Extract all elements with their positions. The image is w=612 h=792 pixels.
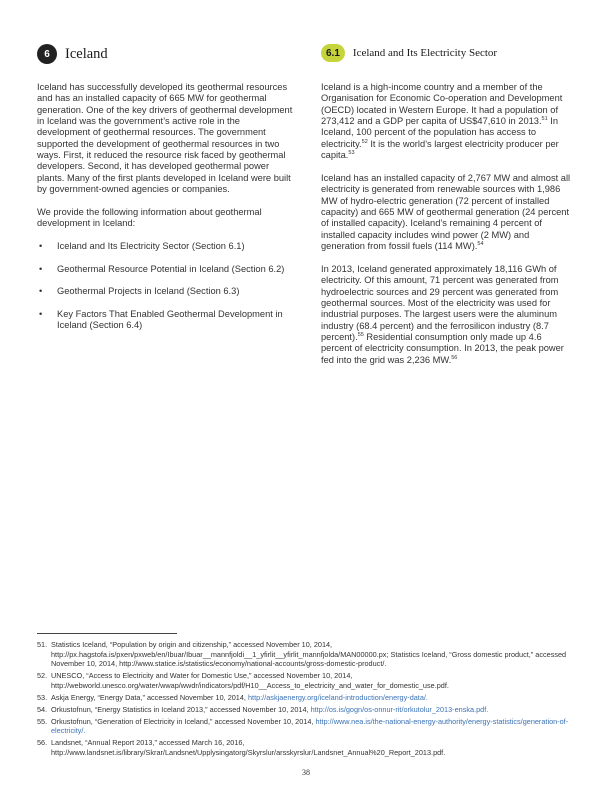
footnote-number: 56. <box>37 738 48 748</box>
text-run: Iceland has an installed capacity of 2,767 MW and almost all electricity is generated from renewable sources with 1,986 MW of hydro-electric generation (72 percent of installed capacity) and 665 MW of geothermal generation (24 percent of installed capacity). Iceland’s remaining 4 percent of installed capacity includes wind power (2 MW) and generation from fossil fuels (114 MW). <box>321 172 571 251</box>
footnote-text: UNESCO, “Access to Electricity and Water for Domestic Use,” accessed November 10, 2014, http://webworld.unesco.org/water/wwap/wwdr/indicators/pdf/H10__Access_to_electricity_and_water_for_domestic_use.pdf. <box>51 671 449 690</box>
subsection-number-badge: 6.1 <box>321 44 345 62</box>
section-bullet-list <box>37 241 295 332</box>
footnote-ref-56[interactable]: 56 <box>451 354 458 361</box>
text-run: Residential consumption only made up 4.6 percent of electricity consumption. In 2013, the peak power fed into the grid was 2,236 MW. <box>321 331 564 365</box>
footnote-ref-52[interactable]: 52 <box>361 138 368 145</box>
footnote <box>37 705 577 715</box>
subsection-heading <box>321 44 497 62</box>
right-column <box>321 82 575 377</box>
footnote-ref-54[interactable]: 54 <box>477 240 484 247</box>
text-run: In Iceland, 100 percent of the population has access to electricity. <box>321 116 559 149</box>
footnote-link[interactable]: http://os.is/gogn/os-onnur-rit/orkutolur_2013-enska.pdf. <box>310 704 489 714</box>
bullet-item: • Key Factors That Enabled Geothermal Development in Iceland (Section 6.4) <box>37 309 295 332</box>
footnote-ref-55[interactable]: 55 <box>357 331 364 338</box>
footnote-text: Statistics Iceland, “Population by origin and citizenship,” accessed November 10, 2014, http://px.hagstofa.is/pxen/pxweb/en/Ibuar/Ibuar__mannfjoldi__1_yfirlit__yfirlit_mannfjolda/MAN00000.px; Statistics Iceland, “Gross domestic product,” accessed November 10, 2014, http://www.statice.is/statistics/economy/national-accounts/gross-domestic-product/. <box>51 640 567 668</box>
section-number-badge: 6 <box>37 44 57 64</box>
footnote <box>37 738 577 757</box>
text-run: Iceland is a high-income country and a member of the Organisation for Economic Co-operation and Development (OECD) located in Western Europe. It had a population of 273,412 and a GDP per capita of US$47,610 in 2013. <box>321 82 563 127</box>
footnotes <box>37 640 577 760</box>
footnote <box>37 640 577 669</box>
intro-paragraph: Iceland has successfully developed its geothermal resources and has an installed capacity of 665 MW for geothermal generation. One of the key drivers of geothermal development in Iceland was the government’s active role in the development of geothermal resources. The government supported the development of geothermal resources in two ways. First, it reduced the resource risk faced by geothermal developers. Second, it has developed geothermal power plants. Many of the first plants developed in Iceland were built by government-owned agencies or companies. <box>37 82 293 195</box>
footnote-number: 51. <box>37 640 48 649</box>
text-run: It is the world’s largest electricity producer per capita. <box>321 138 559 161</box>
footnote-number: 54. <box>37 704 48 714</box>
footnote-number: 53. <box>37 692 48 702</box>
footnote-text: Landsnet, “Annual Report 2013,” accessed March 16, 2016, http://www.landsnet.is/library/Skrar/Landsnet/Upplysingatorg/Skyrslur/arsskyrslur/Landsnet_Annual%20_Report_2013.pdf. <box>51 738 446 757</box>
bullet-item: • Iceland and Its Electricity Sector (Section 6.1) <box>37 241 295 252</box>
bullet-item: • Geothermal Projects in Iceland (Section 6.3) <box>37 286 295 297</box>
list-intro-paragraph: We provide the following information about geothermal development in Iceland: <box>37 206 262 229</box>
footnote-ref-51[interactable]: 51 <box>541 116 548 123</box>
footnote-number: 55. <box>37 716 48 726</box>
bullet-item: • Geothermal Resource Potential in Iceland (Section 6.2) <box>37 264 295 275</box>
footnote <box>37 671 577 690</box>
footnote <box>37 717 577 736</box>
section-title: Iceland <box>65 45 108 62</box>
body-paragraph-2 <box>321 173 575 252</box>
page-number: 38 <box>302 768 310 777</box>
subsection-title: Iceland and Its Electricity Sector <box>352 47 498 59</box>
footnote-link[interactable]: http://www.nea.is/the-national-energy-authority/energy-statistics/generation-of-electricity/. <box>51 716 569 736</box>
text-run: In 2013, Iceland generated approximately 18,116 GWh of electricity. Of this amount, 71 percent was generated from hydroelectric sources and 29 percent was generated from geothermal sources. Most of the electricity was used for industrial purposes. The largest users were the aluminum industry (68.4 percent) and the ferrosilicon industry (8.7 percent). <box>321 263 559 342</box>
footnote-ref-53[interactable]: 53 <box>348 150 355 157</box>
left-column <box>37 82 295 343</box>
footnote-link[interactable]: http://askjaenergy.org/iceland-introduction/energy-data/. <box>247 692 428 702</box>
footnote-divider <box>37 633 177 634</box>
section-heading <box>37 44 108 64</box>
footnote-text: Orkustofnun, “Generation of Electricity in Iceland,” accessed November 10, 2014, <box>51 716 316 726</box>
footnote <box>37 693 577 703</box>
footnote-text: Orkustofnun, “Energy Statistics in Iceland 2013,” accessed November 10, 2014, <box>51 704 311 714</box>
body-paragraph-3 <box>321 264 575 366</box>
footnote-text: Askja Energy, “Energy Data,” accessed November 10, 2014, <box>51 692 248 702</box>
body-paragraph-1 <box>321 82 575 161</box>
footnote-number: 52. <box>37 671 48 681</box>
